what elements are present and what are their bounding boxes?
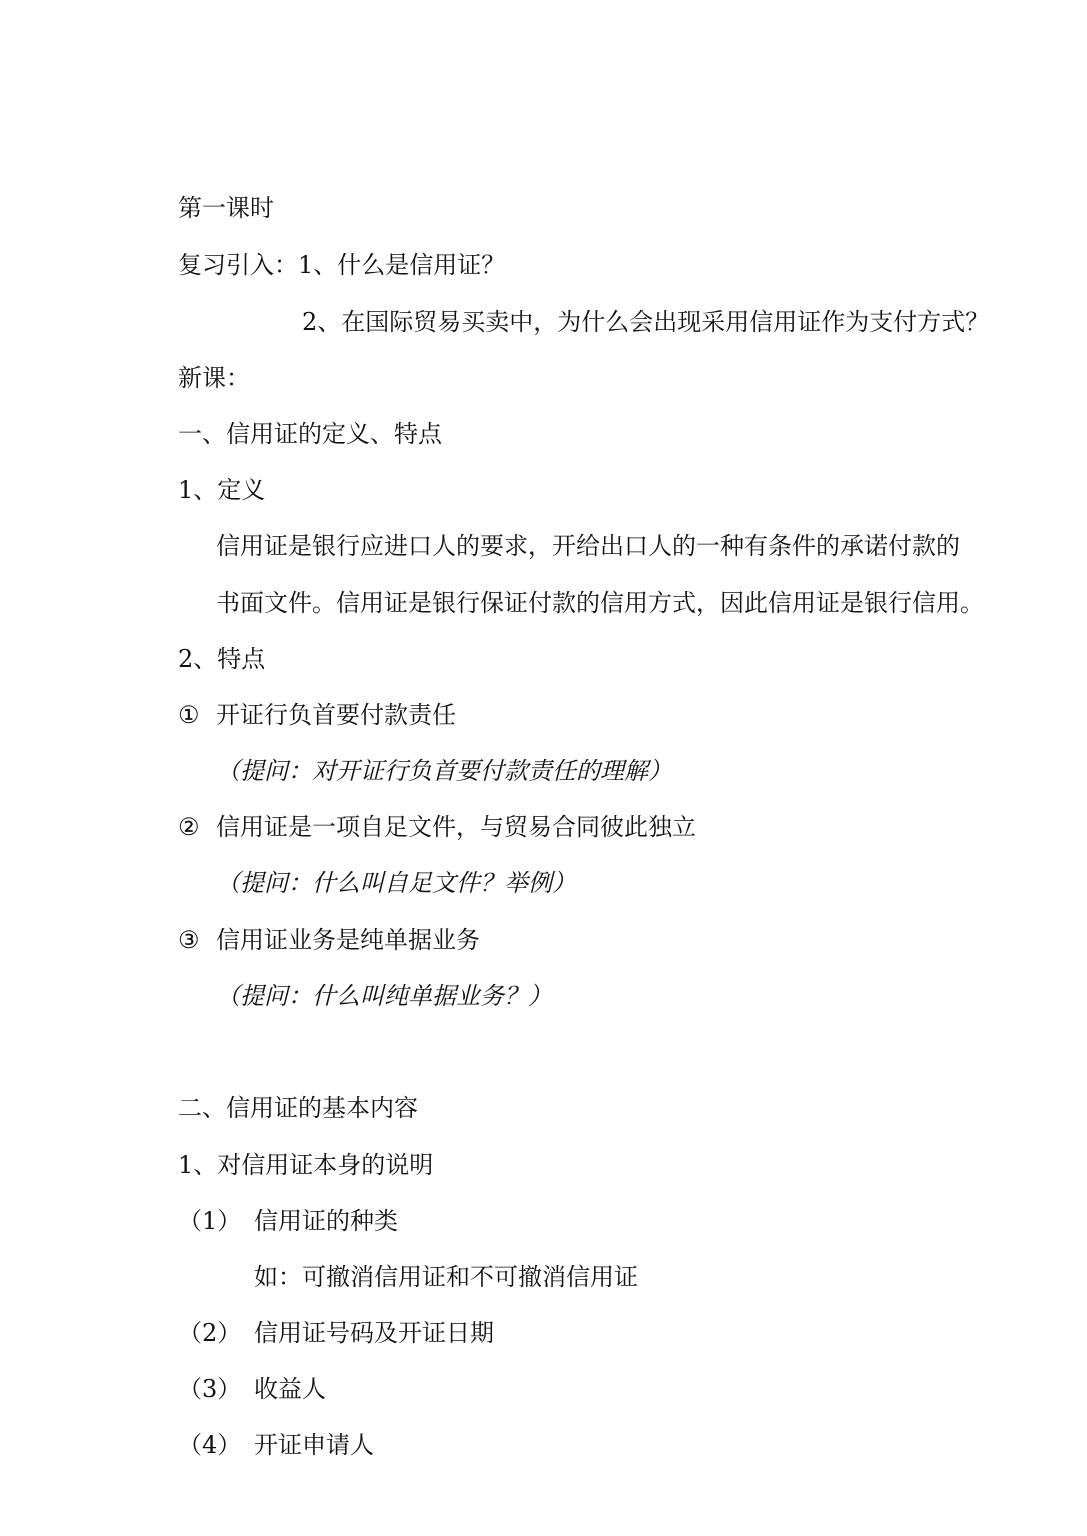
new-lesson-label: 新课： — [178, 364, 250, 392]
content-item-4 — [178, 1429, 374, 1461]
feature-text-3: 信用证业务是纯单据业务 — [216, 926, 480, 954]
feature-item-1 — [178, 699, 456, 731]
content-marker-4: （4） — [178, 1431, 242, 1459]
content-item-3 — [178, 1373, 326, 1405]
features-heading: 2、特点 — [178, 645, 266, 673]
feature-marker-2: ② — [178, 813, 200, 841]
content-item-1 — [178, 1205, 398, 1237]
definition-line-2: 书面文件。信用证是银行保证付款的信用方式，因此信用证是银行信用。 — [216, 589, 984, 617]
section1-heading: 一、信用证的定义、特点 — [178, 420, 442, 448]
feature-marker-1: ① — [178, 701, 200, 729]
section2-heading: 二、信用证的基本内容 — [178, 1094, 418, 1122]
content-marker-1: （1） — [178, 1207, 242, 1235]
feature-question-2: （提问：什么叫自足文件？举例） — [216, 869, 576, 897]
content-note-1: 如：可撤消信用证和不可撤消信用证 — [254, 1263, 638, 1291]
feature-text-1: 开证行负首要付款责任 — [216, 701, 456, 729]
feature-item-3 — [178, 924, 480, 956]
review-question-1: 1、什么是信用证？ — [298, 251, 506, 279]
content-marker-2: （2） — [178, 1319, 242, 1347]
feature-item-2 — [178, 811, 696, 843]
review-question-2: 2、在国际贸易买卖中，为什么会出现采用信用证作为支付方式？ — [302, 308, 990, 336]
lesson-label: 第一课时 — [178, 194, 274, 222]
review-line-1 — [178, 249, 505, 281]
content-marker-3: （3） — [178, 1375, 242, 1403]
content-item-2 — [178, 1317, 494, 1349]
content-text-3: 收益人 — [254, 1375, 326, 1403]
feature-question-3: （提问：什么叫纯单据业务？） — [216, 982, 552, 1010]
definition-line-1: 信用证是银行应进口人的要求，开给出口人的一种有条件的承诺付款的 — [216, 532, 960, 560]
content-text-2: 信用证号码及开证日期 — [254, 1319, 494, 1347]
review-label: 复习引入： — [178, 251, 298, 279]
feature-question-1: （提问：对开证行负首要付款责任的理解） — [216, 757, 672, 785]
definition-heading: 1、定义 — [178, 476, 266, 504]
feature-text-2: 信用证是一项自足文件，与贸易合同彼此独立 — [216, 813, 696, 841]
content-text-1: 信用证的种类 — [254, 1207, 398, 1235]
feature-marker-3: ③ — [178, 926, 200, 954]
sub1-heading: 1、对信用证本身的说明 — [178, 1151, 434, 1179]
content-text-4: 开证申请人 — [254, 1431, 374, 1459]
